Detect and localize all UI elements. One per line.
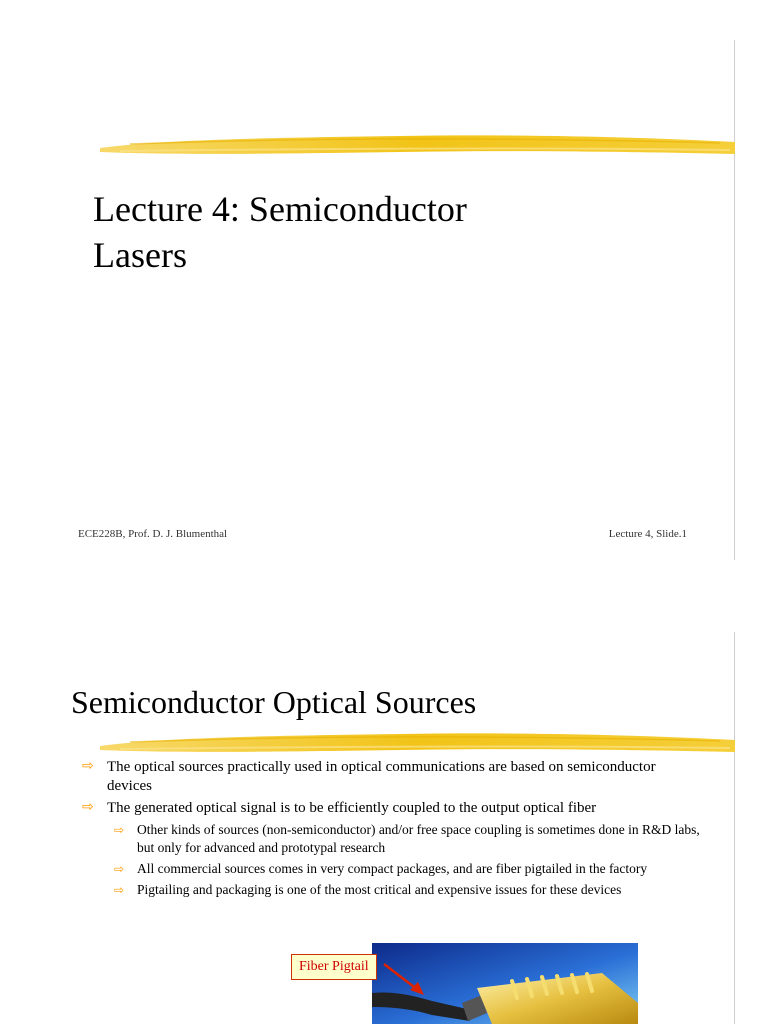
footer-course: ECE228B, Prof. D. J. Blumenthal: [78, 528, 228, 540]
bullet-item: ⇨ The generated optical signal is to be efficiently coupled to the output optical fiber: [82, 799, 597, 816]
slide-edge-line: [734, 40, 735, 560]
callout-arrow-icon: [380, 960, 430, 1000]
fiber-pigtail-callout: Fiber Pigtail: [291, 954, 377, 980]
bullet-list: [80, 758, 700, 902]
sub-bullet-item: ⇨ Other kinds of sources (non-semiconductor) and/or free space coupling is sometimes done in R&D labs, but only for advanced and prototypal research: [114, 822, 700, 855]
highlighter-stroke: [100, 128, 735, 162]
highlighter-stroke: [100, 726, 735, 760]
sub-bullet-item: ⇨ All commercial sources comes in very compact packages, and are fiber pigtailed in the factory: [114, 861, 648, 876]
bullet-item: ⇨ The optical sources practically used in optical communications are based on semiconductor devices: [82, 758, 656, 794]
slide-edge-line: [734, 632, 735, 1024]
arrow-bullet-icon: ⇨: [82, 758, 94, 774]
arrow-bullet-icon: ⇨: [114, 823, 125, 837]
sub-bullet-item: ⇨ Pigtailing and packaging is one of the most critical and expensive issues for these devices: [114, 882, 622, 897]
slide-2-title: Semiconductor Optical Sources: [71, 684, 477, 720]
arrow-bullet-icon: ⇨: [82, 799, 94, 815]
arrow-bullet-icon: ⇨: [114, 862, 125, 876]
footer-slide-number: Lecture 4, Slide.1: [608, 528, 687, 540]
slide-2: [0, 600, 735, 1024]
slide-1-title: [93, 186, 653, 278]
title-line-2: Lasers: [93, 235, 187, 275]
arrow-bullet-icon: ⇨: [114, 883, 125, 897]
title-line-1: Lecture 4: Semiconductor: [93, 189, 467, 229]
